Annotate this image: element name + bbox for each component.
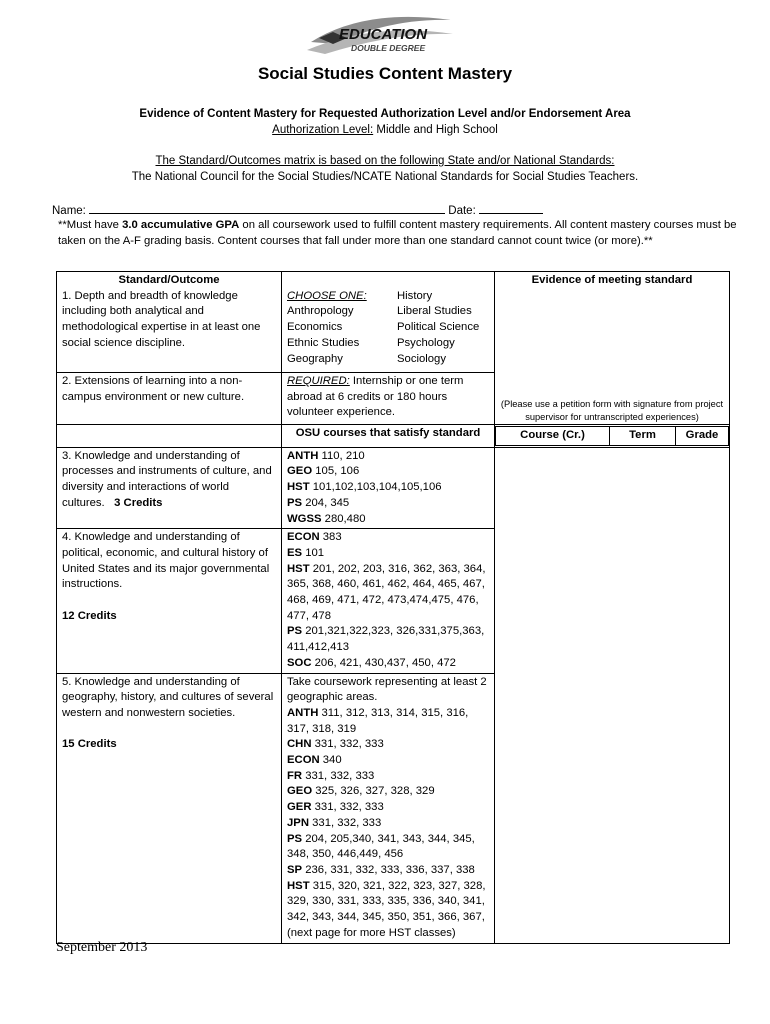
std2-text: 2. Extensions of learning into a non-campus environment or new culture. xyxy=(62,374,245,403)
course-line: GER 331, 332, 333 xyxy=(287,801,384,814)
subheader-blank xyxy=(57,425,282,448)
gpa-note-pre: **Must have xyxy=(58,219,123,231)
gpa-note-post: on all coursework used to fulfill content mastery requirements. All content mastery courses must be taken on the A-F grading basis. Content courses that fall under more than one standard cannot count twice (or more).** xyxy=(58,219,737,247)
grade-header: Grade xyxy=(676,427,729,446)
std5-next-note: (next page for more HST classes) xyxy=(287,926,456,939)
std4-courses xyxy=(282,529,495,673)
option-economics: Economics xyxy=(287,321,343,334)
name-date-row xyxy=(52,202,752,217)
course-line: ECON 340 xyxy=(287,754,342,767)
course-line: PS 201,321,322,323, 326,331,375,363, 411,412,413 xyxy=(287,625,485,654)
logo-graphic xyxy=(305,8,455,60)
std5-credits: 15 Credits xyxy=(62,738,117,751)
std5-courses xyxy=(282,673,495,943)
petition-note: (Please use a petition form with signature from project supervisor for untranscripted experiences) xyxy=(500,399,724,422)
required-cell xyxy=(282,372,495,424)
std4-credits: 12 Credits xyxy=(62,609,117,622)
course-line: GEO 325, 326, 327, 328, 329 xyxy=(287,785,435,798)
gpa-note xyxy=(58,217,748,249)
council-line: The National Council for the Social Studies/NCATE National Standards for Social Studies Teachers. xyxy=(131,171,639,183)
date-label: Date: xyxy=(448,205,476,217)
course-line: HST 315, 320, 321, 322, 323, 327, 328, 329, 330, 331, 333, 335, 336, 340, 341, 342, 343, 344, 345, 350, 351, 366, 367, xyxy=(287,879,486,924)
standards-table xyxy=(56,271,730,944)
std3-cell xyxy=(57,447,282,529)
course-line: SP 236, 331, 332, 333, 336, 337, 338 xyxy=(287,863,475,876)
course-line: FR 331, 332, 333 xyxy=(287,769,375,782)
option-psychology: Psychology xyxy=(397,336,455,349)
osu-courses-header: OSU courses that satisfy standard xyxy=(282,425,495,448)
authorization-value: Middle and High School xyxy=(376,124,498,136)
std4-cell xyxy=(57,529,282,673)
course-line: SOC 206, 421, 430,437, 450, 472 xyxy=(287,656,456,669)
std3-courses xyxy=(282,447,495,529)
choose-one-cell xyxy=(282,272,495,373)
course-line: ANTH 110, 210 xyxy=(287,449,365,462)
course-line: GEO 105, 106 xyxy=(287,465,360,478)
term-header: Term xyxy=(610,427,676,446)
option-anthropology: Anthropology xyxy=(287,305,354,318)
course-line: ECON 383 xyxy=(287,531,342,544)
authorization-level xyxy=(0,124,770,136)
course-term-grade-header xyxy=(495,425,730,448)
authorization-label: Authorization Level: xyxy=(272,124,374,136)
required-label: REQUIRED: xyxy=(287,374,350,387)
name-field[interactable] xyxy=(89,202,445,214)
course-line: PS 204, 345 xyxy=(287,496,350,509)
option-sociology: Sociology xyxy=(397,352,446,365)
option-geography: Geography xyxy=(287,352,343,365)
gpa-note-bold: 3.0 accumulative GPA xyxy=(122,219,240,231)
name-label: Name: xyxy=(52,205,86,217)
std3-text: 3. Knowledge and understanding of processes and instruments of culture, and diversity and interactions of world cultures. xyxy=(62,449,272,509)
page-title: Social Studies Content Mastery xyxy=(257,64,513,83)
course-line: PS 204, 205,340, 341, 343, 344, 345, 348, 350, 446,449, 456 xyxy=(287,832,475,861)
standard-outcome-header: Standard/Outcome xyxy=(118,274,220,286)
subtitle: Evidence of Content Mastery for Requested Authorization Level and/or Endorsement Area xyxy=(139,108,631,120)
option-political-science: Political Science xyxy=(397,321,480,334)
course-line: HST 201, 202, 203, 316, 362, 363, 364, 365, 368, 460, 461, 462, 464, 465, 467, 468, 469, 471, 472, 473,474,475, 476, 477, 478 xyxy=(287,562,486,622)
std5-cell xyxy=(57,673,282,943)
std1-cell xyxy=(57,272,282,373)
choose-one-grid xyxy=(287,289,489,368)
course-line: WGSS 280,480 xyxy=(287,512,366,525)
education-double-degree-logo xyxy=(305,8,455,60)
course-entry-area[interactable] xyxy=(495,447,730,943)
course-line: HST 101,102,103,104,105,106 xyxy=(287,481,442,494)
option-history: History xyxy=(397,289,433,302)
std1-text: 1. Depth and breadth of knowledge including both analytical and methodological expertise in at least one social science discipline. xyxy=(62,289,261,349)
choose-one-label: CHOOSE ONE: xyxy=(287,289,367,302)
standards-note: The Standard/Outcomes matrix is based on the following State and/or National Standards: xyxy=(155,155,615,167)
std2-cell xyxy=(57,372,282,424)
std4-text: 4. Knowledge and understanding of political, economic, and cultural history of United States and its major governmental instructions. xyxy=(62,531,270,591)
option-ethnic-studies: Ethnic Studies xyxy=(287,336,360,349)
course-header: Course (Cr.) xyxy=(496,427,610,446)
course-line: JPN 331, 332, 333 xyxy=(287,816,382,829)
course-line: ES 101 xyxy=(287,546,325,559)
std3-credits: 3 Credits xyxy=(114,496,163,509)
course-line: ANTH 311, 312, 313, 314, 315, 316, 317, 318, 319 xyxy=(287,706,469,735)
footer-date: September 2013 xyxy=(56,940,148,955)
course-line: CHN 331, 332, 333 xyxy=(287,738,384,751)
option-liberal-studies: Liberal Studies xyxy=(397,305,472,318)
std5-intro: Take coursework representing at least 2 geographic areas. xyxy=(287,675,487,704)
evidence-cell[interactable] xyxy=(495,272,730,425)
required-text: Internship or one term abroad at 6 credits or 180 hours volunteer experience. xyxy=(287,374,464,419)
std5-text: 5. Knowledge and understanding of geography, history, and cultures of several western and nonwestern societies. xyxy=(62,675,274,719)
date-field[interactable] xyxy=(479,202,543,214)
logo-line2: DOUBLE DEGREE xyxy=(351,43,426,53)
logo-line1: EDUCATION xyxy=(339,26,428,43)
evidence-header: Evidence of meeting standard xyxy=(531,274,693,286)
